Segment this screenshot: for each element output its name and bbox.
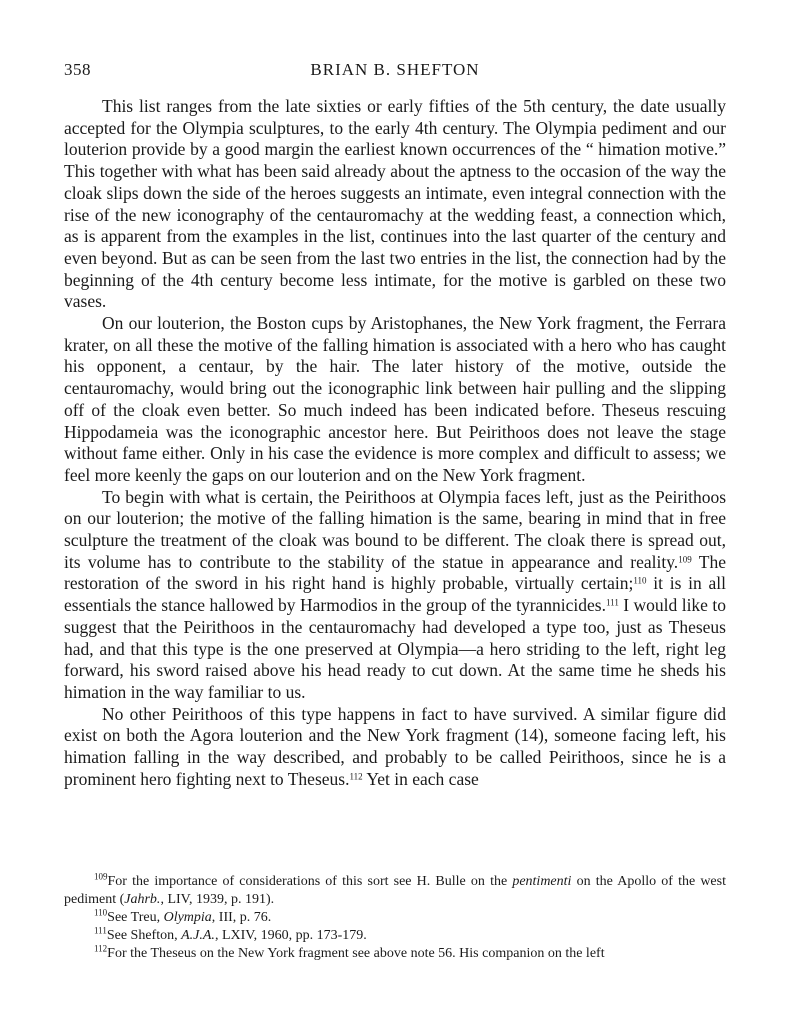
page-number: 358 (64, 60, 91, 79)
footnote-text: , LIV, 1939, p. 191). (160, 892, 275, 907)
footnote-number: 112 (94, 943, 108, 954)
paragraph-4-text-b: Yet in each case (362, 768, 479, 789)
body-text (64, 96, 726, 791)
footnotes (64, 873, 726, 963)
paragraph-4 (64, 704, 726, 791)
running-header (64, 60, 726, 84)
footnote-text: See Shefton, (106, 928, 182, 943)
footnote-italic: A.J.A. (181, 928, 215, 943)
paragraph-3-text-b: The restoration of the sword in his right hand is highly probable, virtually certain; (64, 551, 726, 594)
footnote-italic: Jahrb. (124, 892, 161, 907)
footnote-text: For the importance of considerations of this sort see H. Bulle on the (107, 874, 513, 889)
footnote-ref-110[interactable]: 110 (633, 576, 647, 587)
footnote-text: , III, p. 76. (211, 910, 272, 925)
footnote-text: For the Theseus on the New York fragment see above note 56. His companion on the left (107, 946, 605, 961)
footnote-text: , LXIV, 1960, pp. 173-179. (214, 928, 367, 943)
paragraph-3-text-a: To begin with what is certain, the Peirithoos at Olympia faces left, just as the Peirithoos on our louterion; the motive of the falling himation is the same, bearing in mind that in free sculpture the treatment of the cloak was bound to be different. The cloak there is spread out, its volume has to contribute to the stability of the statue in appearance and reality. (64, 486, 726, 572)
paragraph-2: On our louterion, the Boston cups by Aristophanes, the New York fragment, the Ferrara krater, on all these the motive of the falling himation is associated with a hero who has caught his opponent, a centaur, by the hair. The later history of the motive, outside the centauromachy, would bring out the iconographic link between hair pulling and the slipping off of the cloak even better. So much indeed has been indicated before. Theseus rescuing Hippodameia was the iconographic ancestor here. But Peirithoos does not leave the stage without fame either. Only in his case the evidence is more complex and difficult to assess; we feel more keenly the gaps on our louterion and on the New York fragment. (64, 313, 726, 485)
footnote-ref-112[interactable]: 112 (349, 771, 363, 782)
paragraph-3-text-c: it is in all essentials the stance hallowed by Harmodios in the group of the tyrannicides. (64, 573, 727, 616)
paragraph-4-text-a: No other Peirithoos of this type happens in fact to have survived. A similar figure did exist on both the Agora louterion and the New York fragment (14), someone facing left, his himation falling in the way described, and probably to be called Peirithoos, since he is a prominent hero fighting next to Theseus. (64, 703, 726, 789)
footnote-109 (64, 873, 726, 909)
footnote-110 (64, 909, 726, 927)
footnote-italic: Olympia (163, 910, 212, 925)
footnote-text: See Treu, (107, 910, 164, 925)
footnote-text: on the Apollo of the west pediment ( (64, 874, 726, 907)
footnote-ref-111[interactable]: 111 (606, 597, 619, 608)
footnote-111 (64, 927, 726, 945)
running-title: BRIAN B. SHEFTON (310, 60, 480, 79)
footnote-112 (64, 945, 726, 963)
paragraph-3-text-d: I would like to suggest that the Peirithoos in the centauromachy had developed a type too, just as Theseus had, and that this type is the one preserved at Olympia—a hero striding to the left, right leg forward, his sword raised above his head ready to cut down. At the same time he sheds his himation in the way familiar to us. (64, 595, 726, 702)
paragraph-3 (64, 487, 726, 704)
footnote-number: 111 (94, 925, 107, 936)
footnote-ref-109[interactable]: 109 (678, 554, 692, 565)
footnote-italic: pentimenti (512, 874, 572, 889)
paragraph-1: This list ranges from the late sixties or early fifties of the 5th century, the date usually accepted for the Olympia sculptures, to the early 4th century. The Olympia pediment and our louterion provide by a good margin the earliest known occurrences of the “ himation motive.” This together with what has been said already about the aptness to the occasion of the way the cloak slips down the side of the heroes suggests an intimate, even integral connection with the rise of the new iconography of the centauromachy at the wedding feast, a connection which, as is apparent from the examples in the list, continues into the last quarter of the century and even beyond. But as can be seen from the last two entries in the list, the connection had by the beginning of the 4th century become less intimate, for the motive is garbled on these two vases. (64, 96, 726, 312)
footnote-number: 109 (94, 871, 108, 882)
footnote-number: 110 (94, 907, 108, 918)
